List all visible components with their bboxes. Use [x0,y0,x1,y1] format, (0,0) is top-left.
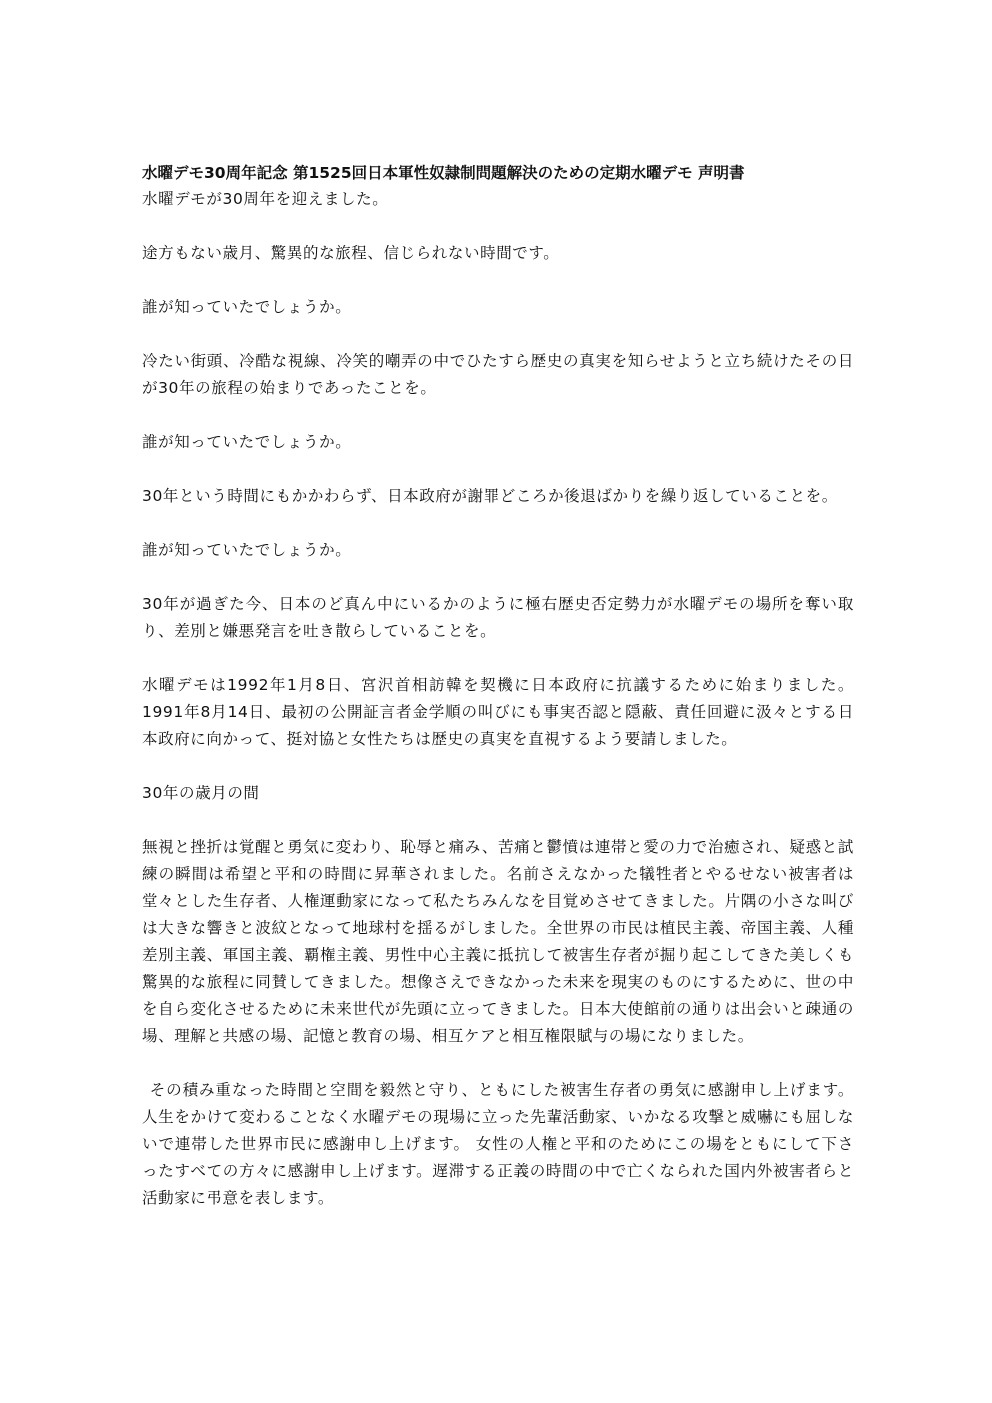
paragraph-4: 冷たい街頭、冷酷な視線、冷笑的嘲弄の中でひたすら歴史の真実を知らせようと立ち続けたその日が30年の旅程の始まりであったことを。 [142,352,854,397]
paragraph-6: 30年という時間にもかかわらず、日本政府が謝罪どころか後退ばかりを繰り返していることを。 [142,487,838,505]
paragraph-8: 30年が過ぎた今、日本のど真ん中にいるかのように極右歴史否定勢力が水曜デモの場所を奪い取り、差別と嫌悪発言を吐き散らしていることを。 [142,595,854,640]
paragraph-9: 水曜デモは1992年1月8日、宮沢首相訪韓を契機に日本政府に抗議するために始まりました。1991年8月14日、最初の公開証言者金学順の叫びにも事実否認と隠蔽、責任回避に汲々とする日本政府に向かって、挺対協と女性たちは歴史の真実を直視するよう要請しました。 [142,676,854,748]
paragraph-10: 無視と挫折は覚醒と勇気に変わり、恥辱と痛み、苦痛と鬱憤は連帯と愛の力で治癒され、疑惑と試練の瞬間は希望と平和の時間に昇華されました。名前さえなかった犠牲者とやるせない被害者は堂々とした生存者、人権運動家になって私たちみんなを目覚めさせてきました。片隅の小さな叫びは大きな響きと波紋となって地球村を揺るがしました。全世界の市民は植民主義、帝国主義、人種差別主義、軍国主義、覇権主義、男性中心主義に抵抗して被害生存者が掘り起こしてきた美しくも驚異的な旅程に同賛してきました。想像さえできなかった未来を現実のものにするために、世の中を自ら変化させるために未来世代が先頭に立ってきました。日本大使館前の通りは出会いと疎通の場、理解と共感の場、記憶と教育の場、相互ケアと相互権限賦与の場になりました。 [142,838,854,1045]
paragraph-5: 誰が知っていたでしょうか。 [142,433,352,451]
paragraph-2: 途方もない歳月、驚異的な旅程、信じられない時間です。 [142,244,560,262]
paragraph-7: 誰が知っていたでしょうか。 [142,541,352,559]
section-heading: 30年の歳月の間 [142,784,260,802]
paragraph-3: 誰が知っていたでしょうか。 [142,298,352,316]
paragraph-11: その積み重なった時間と空間を毅然と守り、ともにした被害生存者の勇気に感謝申し上げます。人生をかけて変わることなく水曜デモの現場に立った先輩活動家、いかなる攻撃と威嚇にも屈しないで連帯した世界市民に感謝申し上げます。 女性の人権と平和のためにこの場をともにして下さったすべての方々に感謝申し上げます。遅滞する正義の時間の中で亡くなられた国内外被害者らと活動家に弔意を表します。 [142,1081,854,1207]
document-title: 水曜デモ30周年記念 第1525回日本軍性奴隷制問題解決のための定期水曜デモ 声明書 [142,164,745,182]
paragraph-1: 水曜デモが30周年を迎えました。 [142,190,389,208]
document-body [142,160,854,1212]
